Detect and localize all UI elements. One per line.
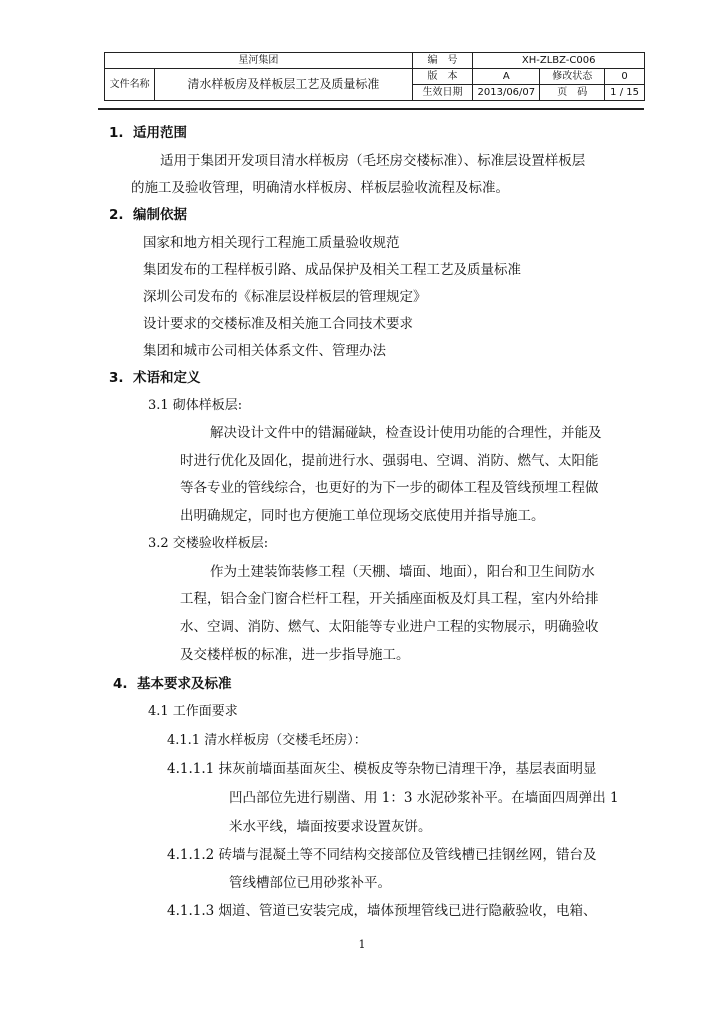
section-title: 基本要求及标准	[137, 676, 232, 692]
number-label: 编 号	[412, 53, 473, 69]
company-name: 星河集团	[105, 53, 413, 69]
paragraph-line: 及交楼样板的标准，进一步指导施工。	[180, 647, 410, 663]
section-number: 4.	[113, 676, 128, 692]
section-heading-2	[109, 203, 187, 223]
effective-label: 生效日期	[412, 85, 473, 101]
clause-line: 4.1.1.2 砖墙与混凝土等不同结构交接部位及管线槽已挂钢丝网，错台及	[167, 847, 597, 863]
clause-line: 米水平线，墙面按要求设置灰饼。	[229, 819, 432, 835]
section-heading-3	[109, 366, 201, 386]
revision-value: 0	[605, 69, 645, 85]
definition-title: 3.2 交楼验收样板层:	[148, 536, 269, 551]
clause-line: 4.1.1.3 烟道、管道已安装完成，墙体预埋管线已进行隐蔽验收，电箱、	[167, 903, 597, 919]
revision-label: 修改状态	[540, 69, 605, 85]
section-number: 2.	[109, 207, 124, 223]
paragraph-line: 时进行优化及固化，提前进行水、强弱电、空调、消防、燃气、太阳能	[180, 453, 599, 469]
effective-date: 2013/06/07	[473, 85, 540, 101]
list-item: 集团发布的工程样板引路、成品保护及相关工程工艺及质量标准	[143, 262, 521, 278]
paragraph-line: 水、空调、消防、燃气、太阳能等专业进户工程的实物展示，明确验收	[180, 619, 599, 635]
page-number: 1	[358, 938, 366, 951]
section-number: 3.	[109, 370, 124, 386]
paragraph-line: 解决设计文件中的错漏碰缺，检查设计使用功能的合理性，并能及	[210, 425, 602, 441]
paragraph-line: 适用于集团开发项目清水样板房（毛坯房交楼标准）、标准层设置样板层	[160, 153, 586, 169]
doc-number: XH-ZLBZ-C006	[473, 53, 645, 69]
list-item: 集团和城市公司相关体系文件、管理办法	[143, 343, 386, 359]
section-title: 适用范围	[133, 125, 187, 141]
section-number: 1.	[109, 125, 124, 141]
header-table	[104, 52, 645, 101]
section-heading-1	[109, 121, 187, 141]
section-title: 编制依据	[133, 207, 187, 223]
paragraph-line: 等各专业的管线综合，也更好的为下一步的砌体工程及管线预埋工程做	[180, 480, 599, 496]
paragraph-line: 出明确规定，同时也方便施工单位现场交底使用并指导施工。	[180, 508, 545, 524]
page-label: 页 码	[540, 85, 605, 101]
section-heading-4	[113, 672, 232, 692]
list-item: 国家和地方相关现行工程施工质量验收规范	[143, 235, 400, 251]
paragraph-line: 的施工及验收管理，明确清水样板房、样板层验收流程及标准。	[131, 180, 509, 196]
subsection-title: 4.1.1 清水样板房（交楼毛坯房）：	[167, 733, 367, 748]
header-divider	[98, 108, 644, 110]
list-item: 深圳公司发布的《标准层设样板层的管理规定》	[143, 289, 427, 305]
clause-line: 凹凸部位先进行剔凿、用 1：3 水泥砂浆补平。在墙面四周弹出 1	[229, 790, 619, 806]
page-value: 1 / 15	[605, 85, 645, 101]
doc-name: 清水样板房及样板层工艺及质量标准	[155, 69, 412, 101]
paragraph-line: 工程，铝合金门窗合栏杆工程，开关插座面板及灯具工程，室内外给排	[180, 591, 599, 607]
list-item: 设计要求的交楼标准及相关施工合同技术要求	[143, 316, 413, 332]
section-title: 术语和定义	[133, 370, 201, 386]
clause-line: 4.1.1.1 抹灰前墙面基面灰尘、模板皮等杂物已清理干净，基层表面明显	[167, 761, 597, 777]
version-label: 版 本	[412, 69, 473, 85]
clause-line: 管线槽部位已用砂浆补平。	[229, 875, 391, 891]
paragraph-line: 作为土建装饰装修工程（天棚、墙面、地面），阳台和卫生间防水	[210, 564, 595, 580]
definition-title: 3.1 砌体样板层:	[148, 398, 243, 413]
doc-name-label: 文件名称	[105, 69, 155, 101]
subsection-title: 4.1 工作面要求	[148, 704, 238, 719]
version-value: A	[473, 69, 540, 85]
